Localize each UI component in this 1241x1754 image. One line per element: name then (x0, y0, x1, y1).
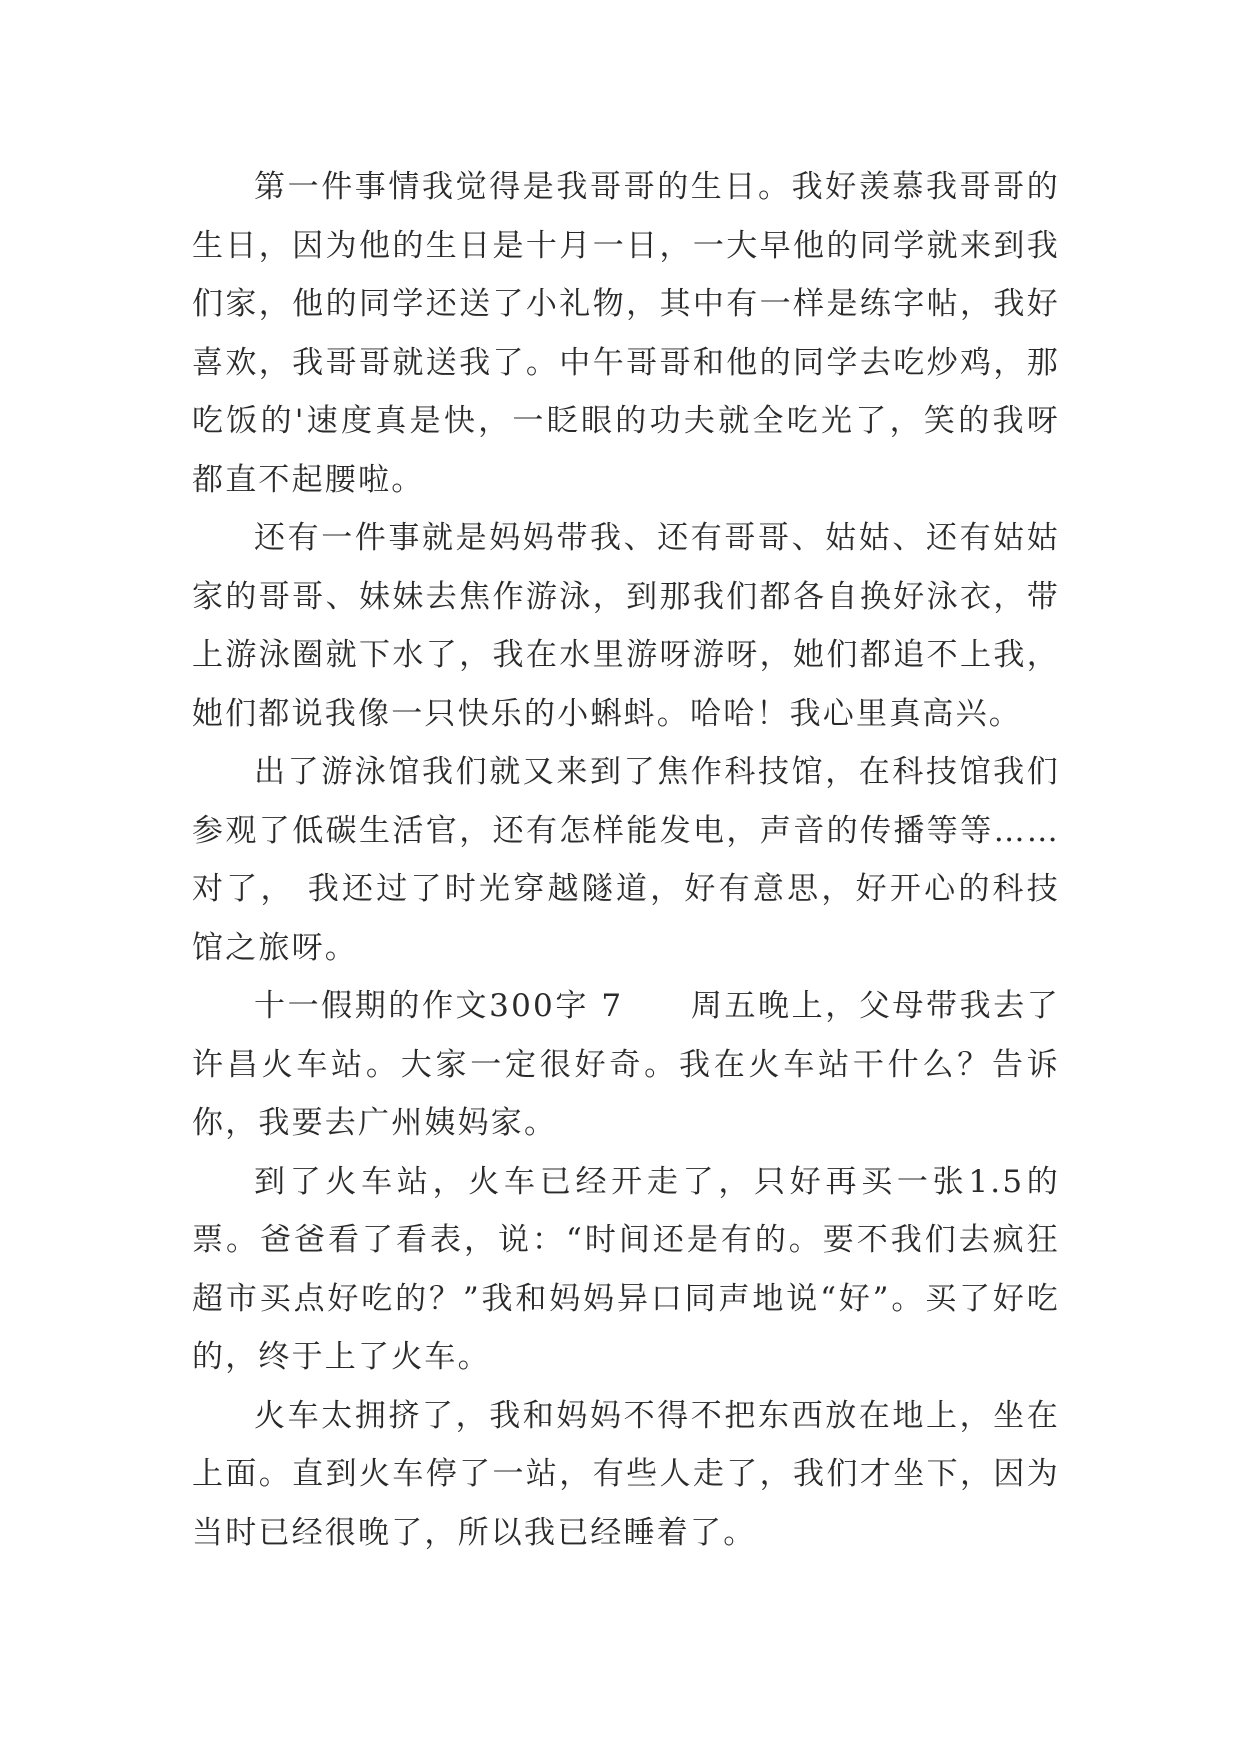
paragraph-crowded-train: 火车太拥挤了，我和妈妈不得不把东西放在地上，坐在上面。直到火车停了一站，有些人走了，我们才坐下，因为当时已经很晚了，所以我已经睡着了。 (192, 1397, 1060, 1551)
paragraph-science-museum: 出了游泳馆我们就又来到了焦作科技馆，在科技馆我们参观了低碳生活官，还有怎样能发电，声音的传播等等……对了， 我还过了时光穿越隧道，好有意思，好开心的科技馆之旅呀。 (192, 754, 1060, 966)
paragraph-ticket: 到了火车站，火车已经开走了，只好再买一张1.5的票。爸爸看了看表，说：“时间还是有的。要不我们去疯狂超市买点好吃的？”我和妈妈异口同声地说“好”。买了好吃的，终于上了火车。 (192, 1163, 1060, 1375)
paragraph-swimming: 还有一件事就是妈妈带我、还有哥哥、姑姑、还有姑姑家的哥哥、妹妹去焦作游泳，到那我们都各自换好泳衣，带上游泳圈就下水了，我在水里游呀游呀，她们都追不上我，她们都说我像一只快乐的小蝌蚪。哈哈！我心里真高兴。 (192, 520, 1060, 732)
paragraph-birthday: 第一件事情我觉得是我哥哥的生日。我好羡慕我哥哥的生日，因为他的生日是十月一日，一大早他的同学就来到我们家，他的同学还送了小礼物，其中有一样是练字帖，我好喜欢，我哥哥就送我了。中午哥哥和他的同学去吃炒鸡，那吃饭的'速度真是快，一眨眼的功夫就全吃光了，笑的我呀都直不起腰啦。 (192, 169, 1060, 498)
paragraph-train-station: 十一假期的作文300字 7 周五晚上，父母带我去了许昌火车站。大家一定很好奇。我在火车站干什么？告诉你，我要去广州姨妈家。 (192, 988, 1060, 1141)
essay-body (192, 158, 1060, 1562)
